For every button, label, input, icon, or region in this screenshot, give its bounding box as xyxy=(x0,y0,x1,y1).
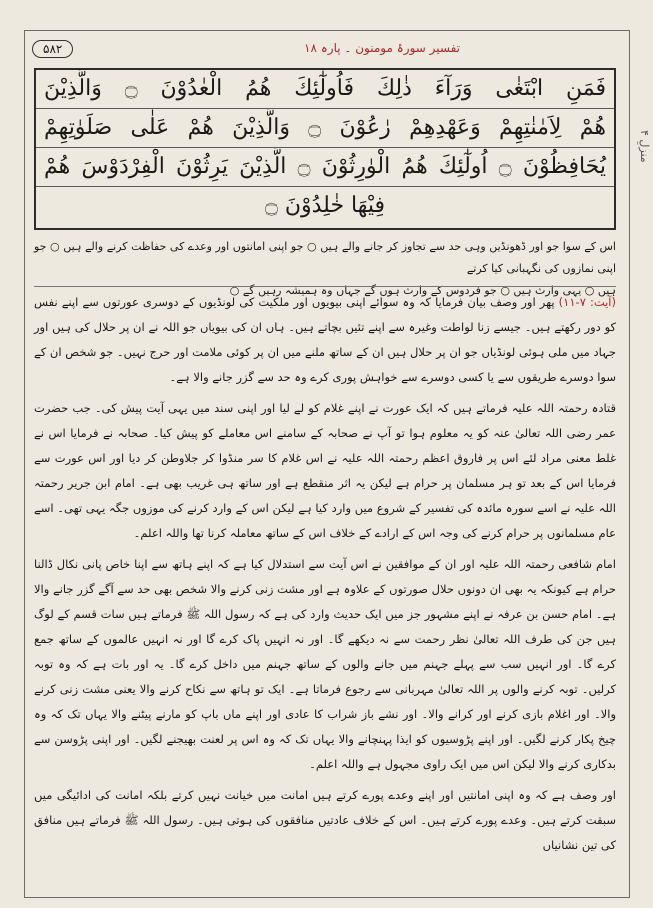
verse-reference: (آیت: ۷-۱۱) xyxy=(558,295,616,309)
verse-line: يُحَافِظُوْنَ ۝ اُولٰٓئِكَ هُمُ الْوٰرِثُوْنَ ۝ الَّذِيْنَ يَرِثُوْنَ الْفِرْدَوْسَ هُمْ xyxy=(36,148,614,187)
tafseer-commentary xyxy=(34,290,616,864)
manzil-marker: منزلِ ۴ xyxy=(638,130,651,163)
commentary-paragraph: امام شافعی رحمتہ اللہ علیہ اور ان کے موافقین نے اس آیت سے استدلال کیا ہے کہ اپنے ہاتھ سے اپنا خاص پانی نکال ڈالنا حرام ہے کیونکہ یہ بھی ان دونوں حلال صورتوں کے علاوہ ہے اور مشت زنی کرنے والا شخص بھی حد سے آگے گزر جانے والا ہے۔ امام حسن بن عرفہ نے اپنے مشہور جز میں ایک حدیث وارد کی ہے کہ رسول اللہ ﷺ فرماتے ہیں سات قسم کے لوگ ہیں جن کی طرف اللہ تعالیٰ نظر رحمت سے نہ دیکھے گا۔ اور نہ انہیں پاک کرے گا اور نہ انہیں عالموں کے ساتھ جمع کرے گا۔ اور انہیں سب سے پہلے جہنم میں جانے والوں کے ساتھ جہنم میں داخل کرے گا۔ یہ اور بات ہے کہ وہ توبہ کرلیں۔ توبہ کرنے والوں پر اللہ تعالیٰ مہربانی سے رجوع فرماتا ہے۔ ایک تو ہاتھ سے نکاح کرنے والا یعنی مشت زنی کرنے والا۔ اور اغلام بازی کرنے اور کرانے والا۔ اور نشے باز شراب کا عادی اور اپنے ماں باپ کو مارنے پیٹنے والا یہاں تک کہ وہ چیخ پکار کرنے لگیں۔ اور اپنے پڑوسیوں کو ایذا پہنچانے والا یہاں تک کہ وہ اس پر لعنت بھیجنے لگیں۔ اور اپنی پڑوسن سے بدکاری کرنے والا لیکن اس میں ایک راوی مجہول ہے واللہ اعلم۔ xyxy=(34,557,616,771)
verse-line: هُمْ لِاَمٰنٰتِهِمْ وَعَهْدِهِمْ رٰعُوْنَ ۝ وَالَّذِيْنَ هُمْ عَلٰى صَلَوٰتِهِمْ xyxy=(36,109,614,148)
verse-line: فَمَنِ ابْتَغٰى وَرَآءَ ذٰلِكَ فَاُولٰٓئِكَ هُمُ الْعٰدُوْنَ ۝ وَالَّذِيْنَ xyxy=(36,70,614,109)
section-divider xyxy=(34,286,616,287)
commentary-paragraph xyxy=(34,290,616,390)
running-title: تفسیر سورۂ مومنون ۔ پارہ ۱۸ xyxy=(304,41,460,55)
translation-line: اس کے سوا جو اور ڈھونڈیں وہی حد سے تجاوز کر جانے والے ہیں ○ جو اپنی امانتوں اور وعدے کی حفاظت کرنے والے ہیں ○ جو اپنی نمازوں کی نگہبانی کیا کرتے xyxy=(34,240,616,275)
commentary-paragraph: قتادہ رحمتہ اللہ علیہ فرماتے ہیں کہ ایک عورت نے اپنے غلام کو لے لیا اور اپنی سند میں یہی آیت پیش کی۔ جب حضرت عمر رضی اللہ تعالیٰ عنہ کو یہ معلوم ہوا تو آپ نے صحابہ کے سامنے اس معاملے کو پیش کیا۔ صحابہ نے فرمایا اس نے غلط معنی مراد لئے اس پر فاروق اعظم رحمتہ اللہ علیہ نے اس غلام کا سر منڈوا کر جلاوطن کر دیا اور اس عورت سے فرمایا اس کے بعد تو ہر مسلمان پر حرام ہے لیکن یہ اثر منقطع ہے اور ساتھ ہی غریب بھی ہے۔ امام ابن جریر رحمتہ اللہ علیہ نے اسے سورہ مائدہ کی تفسیر کے شروع میں وارد کیا ہے لیکن اس کے وارد کرنے کی موزوں جگہ یہی تھی۔ اسے عام مسلمانوں پر حرام کرنے کی وجہ اس کے ارادے کے خلاف اس کے ساتھ معاملہ کرنا تھا واللہ اعلم۔ xyxy=(34,401,616,540)
quran-verse-box xyxy=(34,68,616,230)
verse-line: فِيْهَا خٰلِدُوْنَ ۝ xyxy=(264,193,386,218)
page-header xyxy=(24,38,630,62)
commentary-paragraph: اور وصف ہے کہ وہ اپنی امانتیں اور اپنے وعدے پورے کرتے ہیں امانت میں خیانت نہیں کرتے بلکہ امانت کی ادائیگی میں سبقت کرتے ہیں۔ وعدے پورے کرتے ہیں۔ اس کے خلاف عادتیں منافقوں کی ہوتی ہیں۔ رسول اللہ ﷺ فرماتے ہیں منافق کی تین نشانیاں xyxy=(34,788,616,852)
page-number: ۵۸۲ xyxy=(32,40,73,58)
paragraph-text: پھر اور وصف بیان فرمایا کہ وہ سوائے اپنی بیویوں اور ملکیت کی لونڈیوں کے دوسری عورتوں سے اپنے نفس کو دور رکھتے ہیں۔ جیسے زنا لواطت وغیرہ سے اپنے تئیں بچاتے ہیں۔ ہاں ان کی بیویاں جو اللہ نے ان پر حلال کی ہیں اور جہاد میں ملی ہوئی لونڈیاں جو ان پر حلال ہیں ان کے ساتھ ملنے میں ان پر کوئی ملامت اور حرج نہیں۔ جو شخص ان کے سوا دوسرے طریقوں سے یا کسی دوسرے سے خواہش پوری کرے وہ حد سے گزر جانے والا ہے۔ xyxy=(34,295,616,384)
translation-line: ہیں ○ یہی وارث ہیں ○ جو فردوس کے وارث ہوں گے جہاں وہ ہمیشہ رہیں گے ○ xyxy=(229,284,616,297)
